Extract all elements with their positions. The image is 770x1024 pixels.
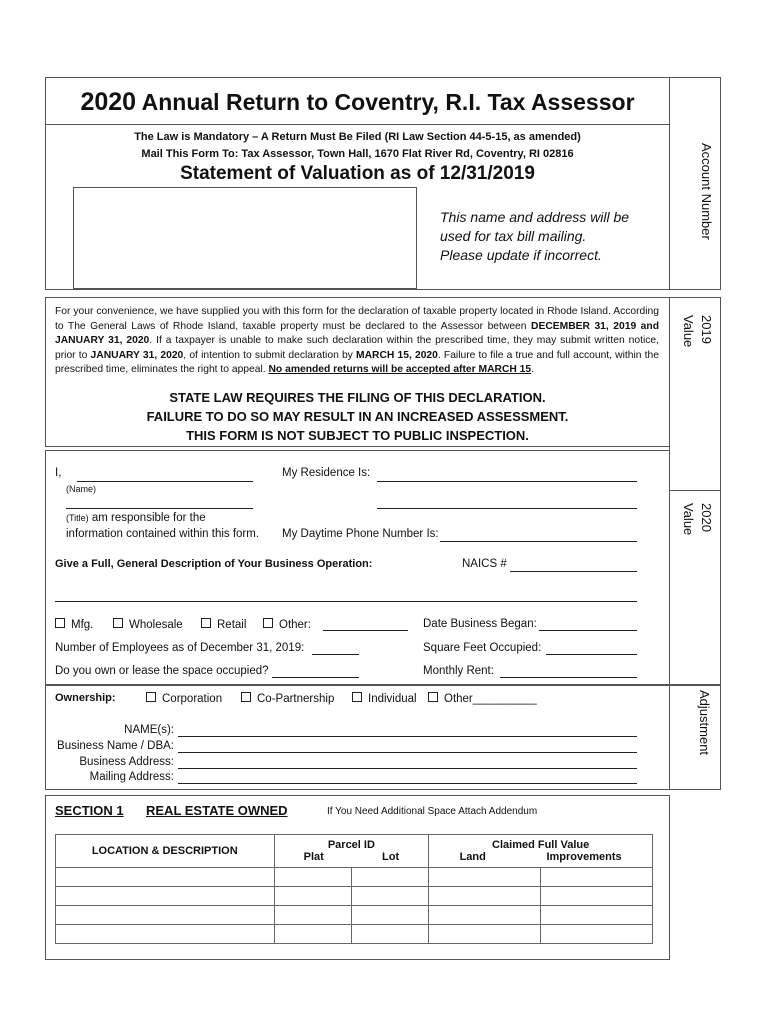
- naics-label: NAICS #: [462, 558, 507, 570]
- col-location: LOCATION & DESCRIPTION: [56, 835, 275, 868]
- table-row[interactable]: [56, 887, 653, 906]
- col-parcel: [274, 835, 429, 868]
- checkbox[interactable]: [201, 618, 211, 628]
- rent-field[interactable]: [500, 677, 637, 678]
- business-desc-label: Give a Full, General Description of Your Business Operation:: [55, 558, 373, 570]
- right-column-values: [669, 297, 721, 685]
- own-lease-field[interactable]: [272, 677, 359, 678]
- sqft-field[interactable]: [546, 654, 637, 655]
- dba-label: Business Name / DBA:: [57, 740, 174, 752]
- naics-field[interactable]: [510, 571, 637, 572]
- account-number-label: Account Number: [699, 143, 714, 240]
- address-note: This name and address will be used for tax bill mailing. Please update if incorrect.: [440, 209, 630, 263]
- checkbox[interactable]: [241, 692, 251, 702]
- lot-header: Lot: [382, 851, 400, 863]
- phone-label: My Daytime Phone Number Is:: [282, 528, 439, 540]
- type-wholesale[interactable]: Wholesale: [113, 618, 183, 631]
- checkbox[interactable]: [146, 692, 156, 702]
- table-row[interactable]: [56, 906, 653, 925]
- section1-number: SECTION 1: [55, 803, 124, 818]
- warning-block: STATE LAW REQUIRES THE FILING OF THIS DECLARATION. FAILURE TO DO SO MAY RESULT IN AN INCREASED ASSESSMENT. THIS FORM IS NOT SUBJECT TO PUBLIC INSPECTION.: [146, 390, 569, 443]
- intro-paragraph: For your convenience, we have supplied you with this form for the declaration of taxable property located in Rhode Island. According to The General Laws of Rhode Island, taxable property must be declared to the Assessor between DECEMBER 31, 2019 and JANUARY 31, 2020. If a taxpayer is unable to make such declaration within the prescribed time, they may submit written notice, prior to JANUARY 31, 2020, of intention to submit declaration by MARCH 15, 2020. Failure to file a true and full account, within the prescribed time, eliminates the right to appeal. No amended returns will be accepted after MARCH 15.: [55, 306, 660, 376]
- date-began-label: Date Business Began:: [423, 618, 537, 630]
- name-caption: (Name): [66, 484, 97, 494]
- responsible-line: (Title) am responsible for the: [66, 512, 206, 524]
- value-2019-year: 2019: [699, 315, 714, 344]
- real-estate-table: [55, 834, 653, 944]
- type-mfg[interactable]: Mfg.: [55, 618, 93, 631]
- title-divider: [45, 124, 670, 125]
- checkbox[interactable]: [113, 618, 123, 628]
- phone-field[interactable]: [440, 541, 637, 542]
- title-year: 2020: [80, 88, 137, 116]
- table-row[interactable]: [56, 925, 653, 944]
- address-box[interactable]: [73, 187, 417, 289]
- claimed-value-header: Claimed Full Value: [492, 839, 590, 851]
- law-line: The Law is Mandatory – A Return Must Be Filed (RI Law Section 44-5-15, as amended): [134, 131, 581, 143]
- business-address-label: Business Address:: [79, 756, 174, 768]
- improvements-header: Improvements: [546, 851, 622, 863]
- owner-other[interactable]: Other__________: [428, 692, 537, 705]
- page-title: [45, 88, 670, 117]
- land-header: Land: [459, 851, 486, 863]
- rent-label: Monthly Rent:: [423, 665, 494, 677]
- title-text: Annual Return to Coventry, R.I. Tax Assessor: [141, 89, 635, 115]
- value-2019-word: Value: [681, 315, 696, 348]
- owner-individual[interactable]: Individual: [352, 692, 417, 705]
- mailing-address-field[interactable]: [178, 783, 637, 784]
- residence-field-line2[interactable]: [377, 508, 637, 509]
- owner-corporation[interactable]: Corporation: [146, 692, 222, 705]
- i-label: I,: [55, 467, 62, 479]
- employees-label: Number of Employees as of December 31, 2019:: [55, 642, 305, 654]
- names-label: NAME(s):: [124, 724, 174, 736]
- type-other[interactable]: Other:: [263, 618, 311, 631]
- checkbox[interactable]: [55, 618, 65, 628]
- mail-line: Mail This Form To: Tax Assessor, Town Hall, 1670 Flat River Rd, Coventry, RI 02816: [141, 148, 574, 160]
- business-desc-field[interactable]: [55, 601, 637, 602]
- parcel-id-header: Parcel ID: [327, 839, 375, 851]
- value-2020-year: 2020: [699, 503, 714, 532]
- employees-field[interactable]: [312, 654, 359, 655]
- section1-note: If You Need Additional Space Attach Addendum: [327, 806, 538, 817]
- residence-label: My Residence Is:: [282, 467, 371, 479]
- mailing-address-label: Mailing Address:: [89, 771, 174, 783]
- dba-field[interactable]: [178, 752, 637, 753]
- table-row[interactable]: [56, 868, 653, 887]
- value-divider: [669, 490, 721, 491]
- checkbox[interactable]: [428, 692, 438, 702]
- owner-partnership[interactable]: Co-Partnership: [241, 692, 334, 705]
- checkbox[interactable]: [263, 618, 273, 628]
- adjustment-label: Adjustment: [697, 690, 712, 756]
- value-2020-word: Value: [681, 503, 696, 536]
- title-field[interactable]: [66, 508, 253, 509]
- sqft-label: Square Feet Occupied:: [423, 642, 542, 654]
- business-address-field[interactable]: [178, 768, 637, 769]
- checkbox[interactable]: [352, 692, 362, 702]
- own-lease-label: Do you own or lease the space occupied?: [55, 665, 269, 677]
- responsible-line-2: information contained within this form.: [66, 528, 260, 540]
- right-column-adjustment: [669, 685, 721, 790]
- residence-field[interactable]: [377, 481, 637, 482]
- names-field[interactable]: [178, 736, 637, 737]
- ownership-label: Ownership:: [55, 692, 116, 704]
- date-began-field[interactable]: [539, 630, 637, 631]
- name-field[interactable]: [77, 481, 253, 482]
- col-claimed: [429, 835, 653, 868]
- type-retail[interactable]: Retail: [201, 618, 246, 631]
- section1-name: REAL ESTATE OWNED: [146, 803, 288, 818]
- other-type-field[interactable]: [323, 630, 408, 631]
- statement-heading: Statement of Valuation as of 12/31/2019: [180, 163, 535, 184]
- plat-header: Plat: [303, 851, 324, 863]
